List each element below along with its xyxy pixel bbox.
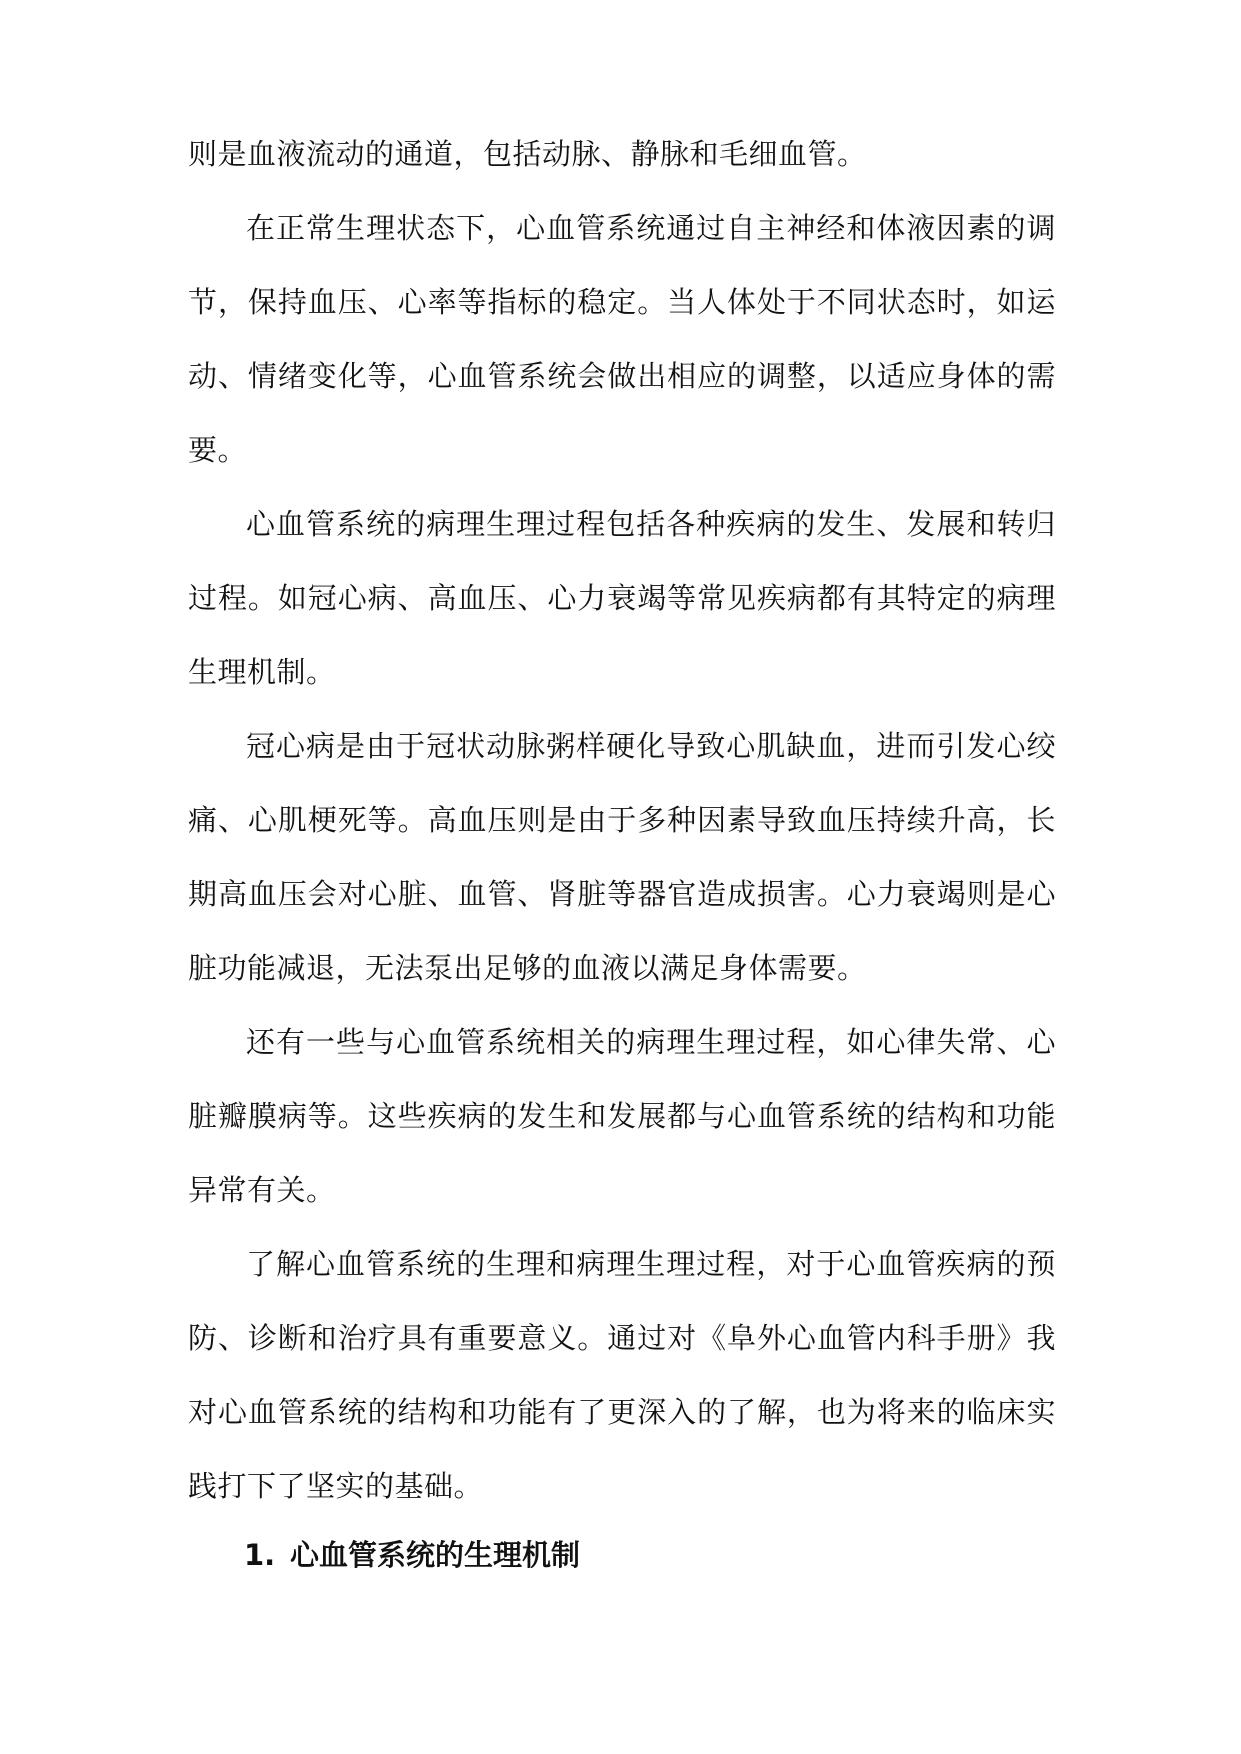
paragraph-5: 还有一些与心血管系统相关的病理生理过程，如心律失常、心脏瓣膜病等。这些疾病的发生和发展都与心血管系统的结构和功能异常有关。 [188, 1025, 1056, 1207]
section-title: 心血管系统的生理机制 [290, 1538, 581, 1572]
section-number: 1. [244, 1538, 276, 1572]
section-heading [244, 1535, 580, 1575]
paragraph-4: 冠心病是由于冠状动脉粥样硬化导致心肌缺血，进而引发心绞痛、心肌梗死等。高血压则是由于多种因素导致血压持续升高，长期高血压会对心脏、血管、肾脏等器官造成损害。心力衰竭则是心脏功能减退，无法泵出足够的血液以满足身体需要。 [188, 729, 1056, 985]
paragraph-2: 在正常生理状态下，心血管系统通过自主神经和体液因素的调节，保持血压、心率等指标的稳定。当人体处于不同状态时，如运动、情绪变化等，心血管系统会做出相应的调整，以适应身体的需要。 [188, 211, 1056, 467]
paragraph-6: 了解心血管系统的生理和病理生理过程，对于心血管疾病的预防、诊断和治疗具有重要意义。通过对《阜外心血管内科手册》我对心血管系统的结构和功能有了更深入的了解，也为将来的临床实践打下了坚实的基础。 [188, 1247, 1056, 1503]
paragraph-3: 心血管系统的病理生理过程包括各种疾病的发生、发展和转归过程。如冠心病、高血压、心力衰竭等常见疾病都有其特定的病理生理机制。 [188, 507, 1056, 689]
body-text [188, 117, 1056, 1523]
paragraph-1: 则是血液流动的通道，包括动脉、静脉和毛细血管。 [188, 137, 867, 171]
